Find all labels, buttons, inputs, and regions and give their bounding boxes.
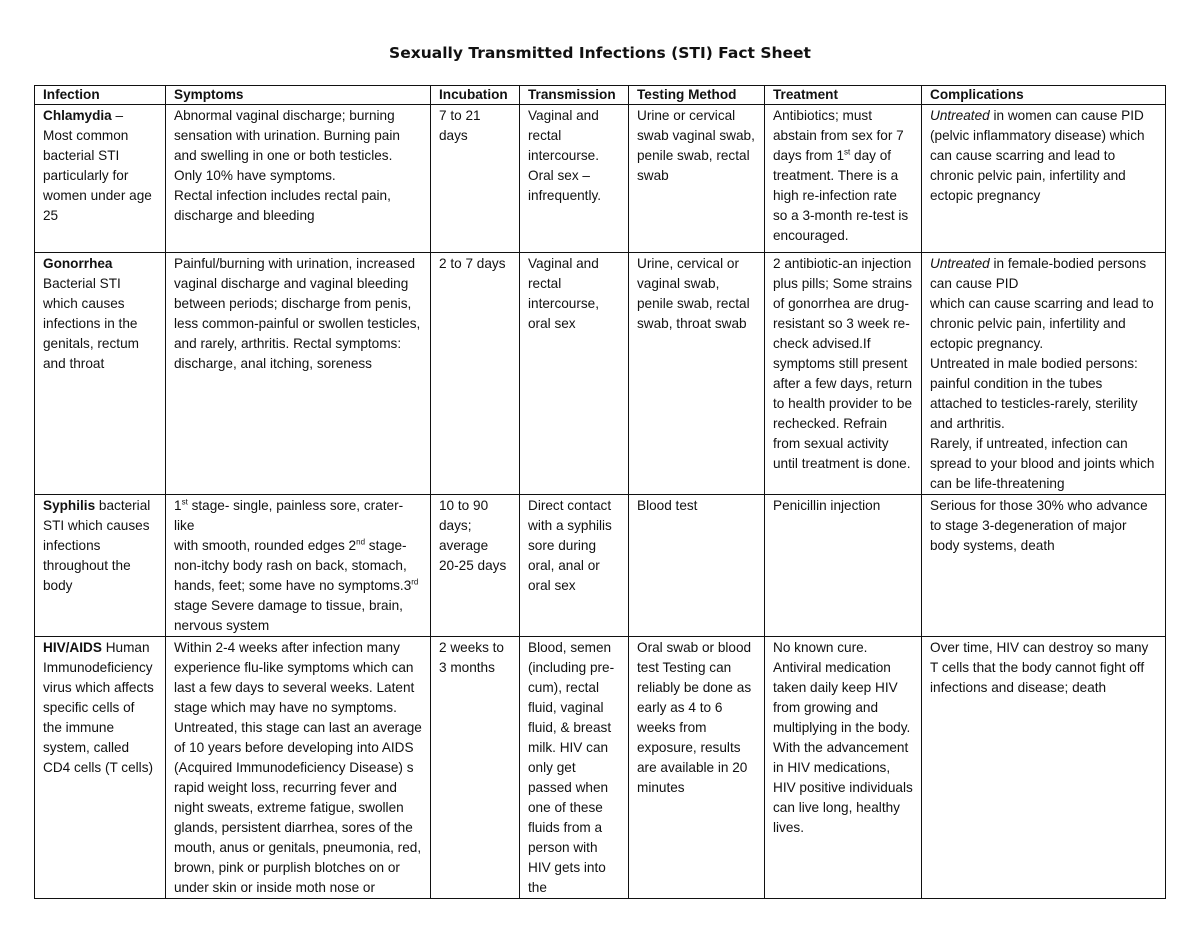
header-incubation: Incubation xyxy=(431,86,520,105)
infection-name: Gonorrhea xyxy=(43,256,113,271)
treatment-cell: 2 antibiotic-an injection plus pills; Some strains of gonorrhea are drug- resistant so 3 week re- check advised.If symptoms still present after a few days, return to health provider to be rechecked. Refrain from sexual activity until treatment is done. xyxy=(765,253,922,495)
incubation-cell: 7 to 21 days xyxy=(431,105,520,253)
sti-fact-table xyxy=(34,85,1166,899)
treatment-cell: No known cure. Antiviral medication taken daily keep HIV from growing and multiplying in the body. With the advancement in HIV medications, HIV positive individuals can live long, healthy lives. xyxy=(765,637,922,899)
transmission-cell: Direct contact with a syphilis sore during oral, anal or oral sex xyxy=(520,495,629,637)
table-header-row xyxy=(35,86,1166,105)
transmission-cell: Blood, semen (including pre- cum), rectal fluid, vaginal fluid, & breast milk. HIV can only get passed when one of these fluids from a person with HIV gets into the xyxy=(520,637,629,899)
testing-cell: Blood test xyxy=(629,495,765,637)
symptoms-cell: Within 2-4 weeks after infection many experience flu-like symptoms which can last a few days to several weeks. Latent stage which may have no symptoms. Untreated, this stage can last an average of 10 years before developing into AIDS (Acquired Immunodeficiency Disease) s rapid weight loss, recurring fever and night sweats, extreme fatigue, swollen glands, persistent diarrhea, sores of the mouth, anus or genitals, pneumonia, red, brown, pink or purplish blotches on or under skin or inside moth nose or xyxy=(166,637,431,899)
header-symptoms: Symptoms xyxy=(166,86,431,105)
infection-description: Human Immunodeficiency virus which affects specific cells of the immune system, called CD4 cells (T cells) xyxy=(43,640,154,775)
header-complications: Complications xyxy=(922,86,1166,105)
transmission-cell: Vaginal and rectal intercourse, oral sex xyxy=(520,253,629,495)
symptoms-cell: Painful/burning with urination, increased vaginal discharge and vaginal bleeding between periods; discharge from penis, less common-painful or swollen testicles, and rarely, arthritis. Rectal symptoms: discharge, anal itching, soreness xyxy=(166,253,431,495)
complications-cell: Over time, HIV can destroy so many T cells that the body cannot fight off infections and disease; death xyxy=(922,637,1166,899)
page-title: Sexually Transmitted Infections (STI) Fact Sheet xyxy=(389,44,811,62)
treatment-cell: Penicillin injection xyxy=(765,495,922,637)
table-row-gonorrhea xyxy=(35,253,1166,495)
complications-cell: Untreated in female-bodied persons can cause PID which can cause scarring and lead to chronic pelvic pain, infertility and ectopic pregnancy. Untreated in male bodied persons: painful condition in the tubes attached to testicles-rarely, sterility and arthritis. Rarely, if untreated, infection can spread to your blood and joints which can be life-threatening xyxy=(922,253,1166,495)
testing-cell: Urine or cervical swab vaginal swab, penile swab, rectal swab xyxy=(629,105,765,253)
header-treatment: Treatment xyxy=(765,86,922,105)
infection-name: Syphilis xyxy=(43,498,96,513)
infection-cell xyxy=(35,105,166,253)
table-row-hiv-aids xyxy=(35,637,1166,899)
incubation-cell: 2 to 7 days xyxy=(431,253,520,495)
infection-cell xyxy=(35,637,166,899)
infection-name: Chlamydia xyxy=(43,108,112,123)
infection-cell xyxy=(35,253,166,495)
complications-cell: Untreated in women can cause PID (pelvic inflammatory disease) which can cause scarring and lead to chronic pelvic pain, infertility and ectopic pregnancy xyxy=(922,105,1166,253)
symptoms-cell: Abnormal vaginal discharge; burning sensation with urination. Burning pain and swelling in one or both testicles. Only 10% have symptoms. Rectal infection includes rectal pain, discharge and bleeding xyxy=(166,105,431,253)
infection-description: – Most common bacterial STI particularly for women under age 25 xyxy=(43,108,152,223)
incubation-cell: 10 to 90 days; average 20-25 days xyxy=(431,495,520,637)
table-row-syphilis xyxy=(35,495,1166,637)
header-transmission: Transmission xyxy=(520,86,629,105)
symptoms-cell: 1st stage- single, painless sore, crater-like with smooth, rounded edges 2nd stage- non-itchy body rash on back, stomach, hands, feet; some have no symptoms.3rd stage Severe damage to tissue, brain, nervous system xyxy=(166,495,431,637)
complications-cell: Serious for those 30% who advance to stage 3-degeneration of major body systems, death xyxy=(922,495,1166,637)
infection-name: HIV/AIDS xyxy=(43,640,102,655)
testing-cell: Oral swab or blood test Testing can reliably be done as early as 4 to 6 weeks from exposure, results are available in 20 minutes xyxy=(629,637,765,899)
header-infection: Infection xyxy=(35,86,166,105)
header-testing-method: Testing Method xyxy=(629,86,765,105)
incubation-cell: 2 weeks to 3 months xyxy=(431,637,520,899)
infection-description: Bacterial STI which causes infections in the genitals, rectum and throat xyxy=(43,276,139,371)
infection-description: bacterial STI which causes infections throughout the body xyxy=(43,498,151,593)
transmission-cell: Vaginal and rectal intercourse. Oral sex – infrequently. xyxy=(520,105,629,253)
testing-cell: Urine, cervical or vaginal swab, penile swab, rectal swab, throat swab xyxy=(629,253,765,495)
table-row-chlamydia xyxy=(35,105,1166,253)
infection-cell xyxy=(35,495,166,637)
treatment-cell: Antibiotics; must abstain from sex for 7 days from 1st day of treatment. There is a high re-infection rate so a 3-month re-test is encouraged. xyxy=(765,105,922,253)
